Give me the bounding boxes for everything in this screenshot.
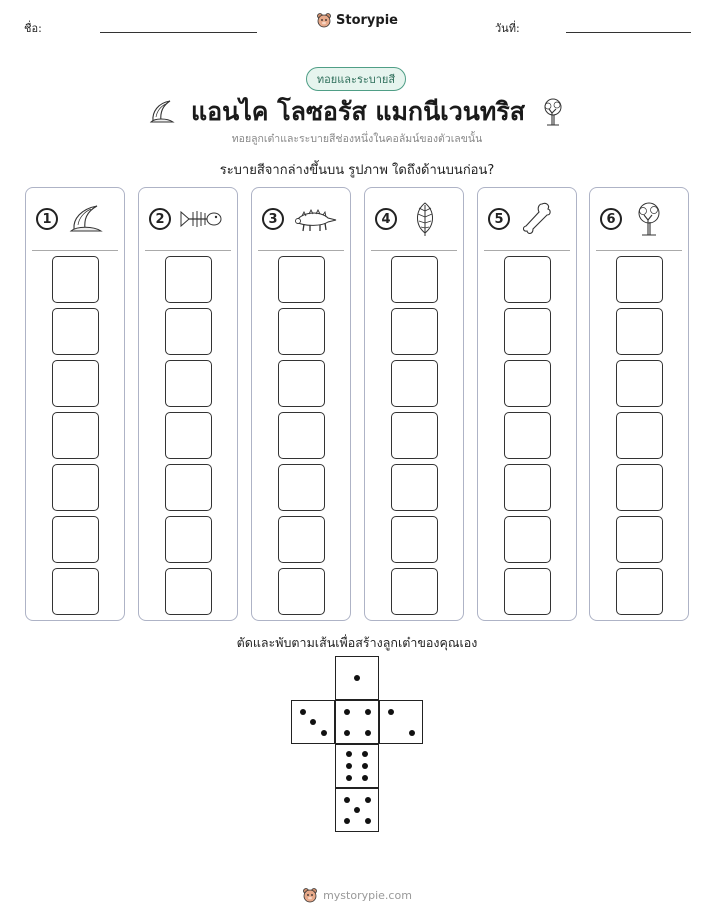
dice-pip [365, 818, 371, 824]
cell-stack [165, 256, 213, 620]
dice-pip [344, 709, 350, 715]
activity-badge: ทอยและระบายสี [306, 67, 406, 91]
color-cell[interactable] [165, 308, 212, 355]
column-6 [589, 187, 689, 621]
dice-pip [346, 763, 352, 769]
dice-pip [388, 709, 394, 715]
column-number: 2 [149, 208, 171, 230]
color-cell[interactable] [165, 464, 212, 511]
color-cell[interactable] [278, 464, 325, 511]
columns-area [25, 187, 690, 623]
cell-stack [616, 256, 664, 620]
color-cell[interactable] [52, 568, 99, 615]
color-cell[interactable] [504, 308, 551, 355]
column-number: 4 [375, 208, 397, 230]
dice-pip [354, 675, 360, 681]
color-cell[interactable] [504, 412, 551, 459]
column-3 [251, 187, 351, 621]
column-4 [364, 187, 464, 621]
dice-pip [344, 730, 350, 736]
tree-icon [630, 201, 668, 237]
cell-stack [504, 256, 552, 620]
dice-pip [362, 775, 368, 781]
dice-face-bottom[interactable] [335, 788, 379, 832]
color-cell[interactable] [165, 360, 212, 407]
color-cell[interactable] [278, 308, 325, 355]
date-line[interactable] [566, 32, 691, 33]
dice-face-top[interactable] [335, 656, 379, 700]
color-cell[interactable] [278, 360, 325, 407]
color-cell[interactable] [52, 308, 99, 355]
dice-face-center[interactable] [335, 700, 379, 744]
color-cell[interactable] [165, 412, 212, 459]
color-cell[interactable] [391, 568, 438, 615]
color-cell[interactable] [52, 360, 99, 407]
dice-pip [346, 775, 352, 781]
color-cell[interactable] [278, 256, 325, 303]
name-label: ชื่อ: [24, 22, 42, 35]
dice-pip [365, 730, 371, 736]
color-cell[interactable] [52, 464, 99, 511]
color-cell[interactable] [391, 308, 438, 355]
color-cell[interactable] [52, 516, 99, 563]
dice-pip [365, 797, 371, 803]
brand-logo [0, 12, 714, 32]
brand-name: Storypie [336, 12, 398, 28]
name-line[interactable] [100, 32, 257, 33]
color-cell[interactable] [504, 568, 551, 615]
color-cell[interactable] [391, 516, 438, 563]
tree-icon [539, 97, 567, 127]
dice-pip [362, 763, 368, 769]
color-cell[interactable] [278, 412, 325, 459]
column-2 [138, 187, 238, 621]
dice-pip [344, 818, 350, 824]
color-cell[interactable] [278, 516, 325, 563]
dice-pip [365, 709, 371, 715]
dice-instructions: ตัดและพับตามเส้นเพื่อสร้างลูกเต๋าของคุณเอง [236, 635, 478, 650]
claw-icon [147, 97, 177, 127]
question-text: ระบายสีจากล่างขึ้นบน รูปภาพ ใดถึงด้านบนก่อน? [219, 163, 495, 178]
color-cell[interactable] [504, 256, 551, 303]
title-row [0, 92, 714, 132]
color-cell[interactable] [616, 412, 663, 459]
column-number: 3 [262, 208, 284, 230]
column-1 [25, 187, 125, 621]
dice-pip [409, 730, 415, 736]
color-cell[interactable] [616, 308, 663, 355]
color-cell[interactable] [391, 464, 438, 511]
color-cell[interactable] [52, 256, 99, 303]
dice-face-right[interactable] [379, 700, 423, 744]
bear-icon [316, 12, 332, 28]
dice-pip [321, 730, 327, 736]
column-number: 5 [488, 208, 510, 230]
claw-icon [66, 202, 106, 236]
color-cell[interactable] [278, 568, 325, 615]
dice-face-left[interactable] [291, 700, 335, 744]
fern-leaf-icon [405, 201, 445, 237]
color-cell[interactable] [504, 360, 551, 407]
bear-icon [302, 887, 318, 903]
cell-stack [52, 256, 100, 620]
date-label: วันที่: [495, 22, 520, 35]
ankylosaurus-icon [292, 202, 338, 236]
footer-url: mystorypie.com [323, 888, 412, 902]
page-subtitle: ทอยลูกเต๋าและระบายสีช่องหนึ่งในคอลัมน์ของตัวเลขนั้น [231, 133, 483, 145]
color-cell[interactable] [616, 568, 663, 615]
color-cell[interactable] [165, 256, 212, 303]
color-cell[interactable] [616, 256, 663, 303]
color-cell[interactable] [391, 412, 438, 459]
cell-stack [278, 256, 326, 620]
column-number: 6 [600, 208, 622, 230]
color-cell[interactable] [616, 516, 663, 563]
dice-pip [362, 751, 368, 757]
dice-pip [344, 797, 350, 803]
cell-stack [391, 256, 439, 620]
footer [0, 887, 714, 907]
color-cell[interactable] [504, 464, 551, 511]
dice-pip [310, 719, 316, 725]
dice-pip [300, 709, 306, 715]
fish-skeleton-icon [179, 202, 223, 236]
color-cell[interactable] [391, 360, 438, 407]
bone-icon [518, 201, 558, 237]
color-cell[interactable] [52, 412, 99, 459]
color-cell[interactable] [391, 256, 438, 303]
dice-face-lower[interactable] [335, 744, 379, 788]
page-title: แอนไค โลซอรัส แมกนีเวนทริส [191, 97, 525, 126]
column-number: 1 [36, 208, 58, 230]
color-cell[interactable] [504, 516, 551, 563]
color-cell[interactable] [616, 464, 663, 511]
color-cell[interactable] [165, 568, 212, 615]
column-5 [477, 187, 577, 621]
color-cell[interactable] [616, 360, 663, 407]
dice-pip [354, 807, 360, 813]
color-cell[interactable] [165, 516, 212, 563]
dice-pip [346, 751, 352, 757]
